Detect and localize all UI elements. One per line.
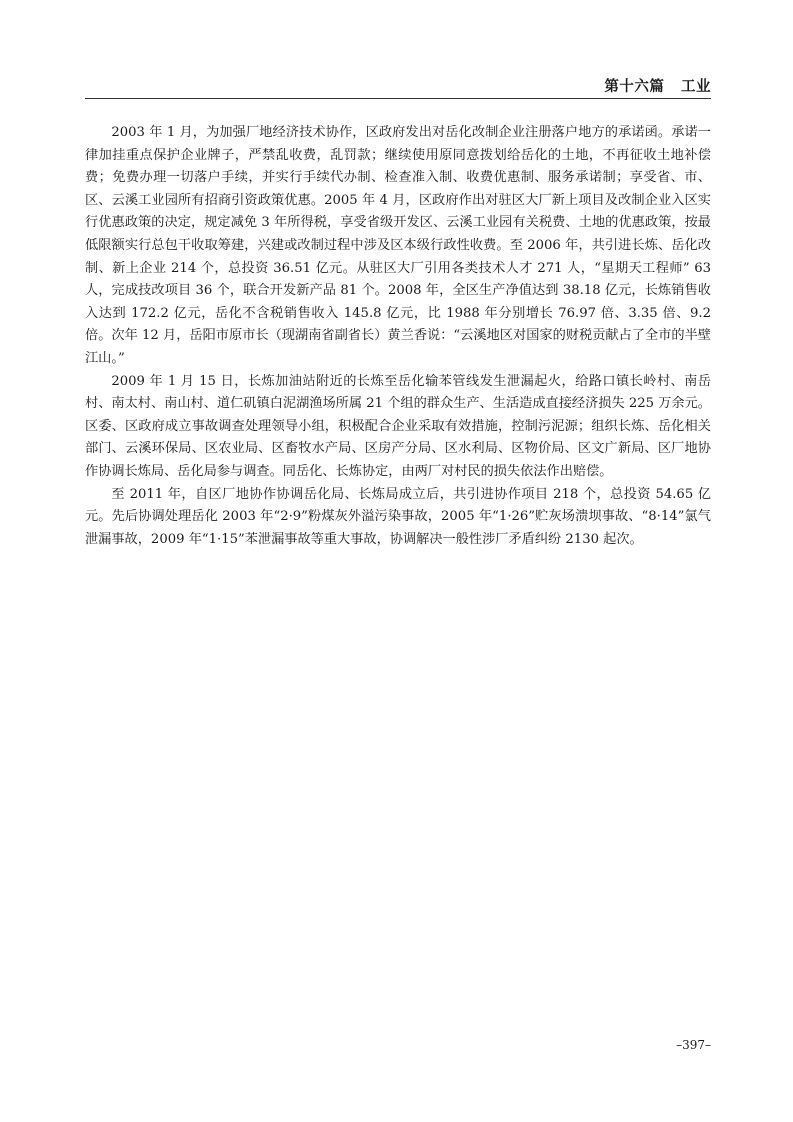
page-number: –397– bbox=[676, 1038, 711, 1052]
document-body bbox=[85, 122, 711, 551]
chapter-title: 第十六篇 工业 bbox=[604, 79, 711, 95]
paragraph-3: 至 2011 年，自区厂地协作协调岳化局、长炼局成立后，共引进协作项目 218 个，总投资 54.65 亿元。先后协调处理岳化 2003 年“2·9”粉煤灰外溢污染事故，2005 年“1·26”贮灰场溃坝事故、“8·14”氯气泄漏事故，2009 年“1·15”苯泄漏事故等重大事故，协调解决一般性涉厂矛盾纠纷 2130 起次。 bbox=[85, 486, 711, 547]
paragraph-1: 2003 年 1 月，为加强厂地经济技术协作，区政府发出对岳化改制企业注册落户地方的承诺函。承诺一律加挂重点保护企业牌子，严禁乱收费，乱罚款；继续使用原同意拨划给岳化的土地，不再征收土地补偿费；免费办理一切落户手续，并实行手续代办制、检查准入制、收费优惠制、服务承诺制；享受省、市、区、云溪工业园所有招商引资政策优惠。2005 年 4 月，区政府作出对驻区大厂新上项目及改制企业入区实行优惠政策的决定，规定减免 3 年所得税，享受省级开发区、云溪工业园有关税费、土地的优惠政策，按最低限额实行总包干收取筹建，兴建或改制过程中涉及区本级行政性收费。至 2006 年，共引进长炼、岳化改制、新上企业 214 个，总投资 36.51 亿元。从驻区大厂引用各类技术人才 271 人，“星期天工程师” 63 人，完成技改项目 36 个，联合开发新产品 81 个。2008 年，全区生产净值达到 38.18 亿元，长炼销售收入达到 172.2 亿元，岳化不含税销售收入 145.8 亿元，比 1988 年分别增长 76.97 倍、3.35 倍、9.2 倍。次年 12 月，岳阳市原市长（现湖南省副省长）黄兰香说：“云溪地区对国家的财税贡献占了全市的半壁江山。” bbox=[85, 125, 711, 366]
paragraph-2: 2009 年 1 月 15 日，长炼加油站附近的长炼至岳化输苯管线发生泄漏起火，给路口镇长岭村、南岳村、南太村、南山村、道仁矶镇白泥湖渔场所属 21 个组的群众生产、生活造成直接经济损失 225 万余元。区委、区政府成立事故调查处理领导小组，积极配合企业采取有效措施，控制污泥源；组织长炼、岳化相关部门、云溪环保局、区农业局、区畜牧水产局、区房产分局、区水利局、区物价局、区文广新局、区厂地协作协调长炼局、岳化局参与调查。同岳化、长炼协定，由两厂对村民的损失依法作出赔偿。 bbox=[85, 373, 711, 479]
running-header bbox=[85, 72, 711, 99]
